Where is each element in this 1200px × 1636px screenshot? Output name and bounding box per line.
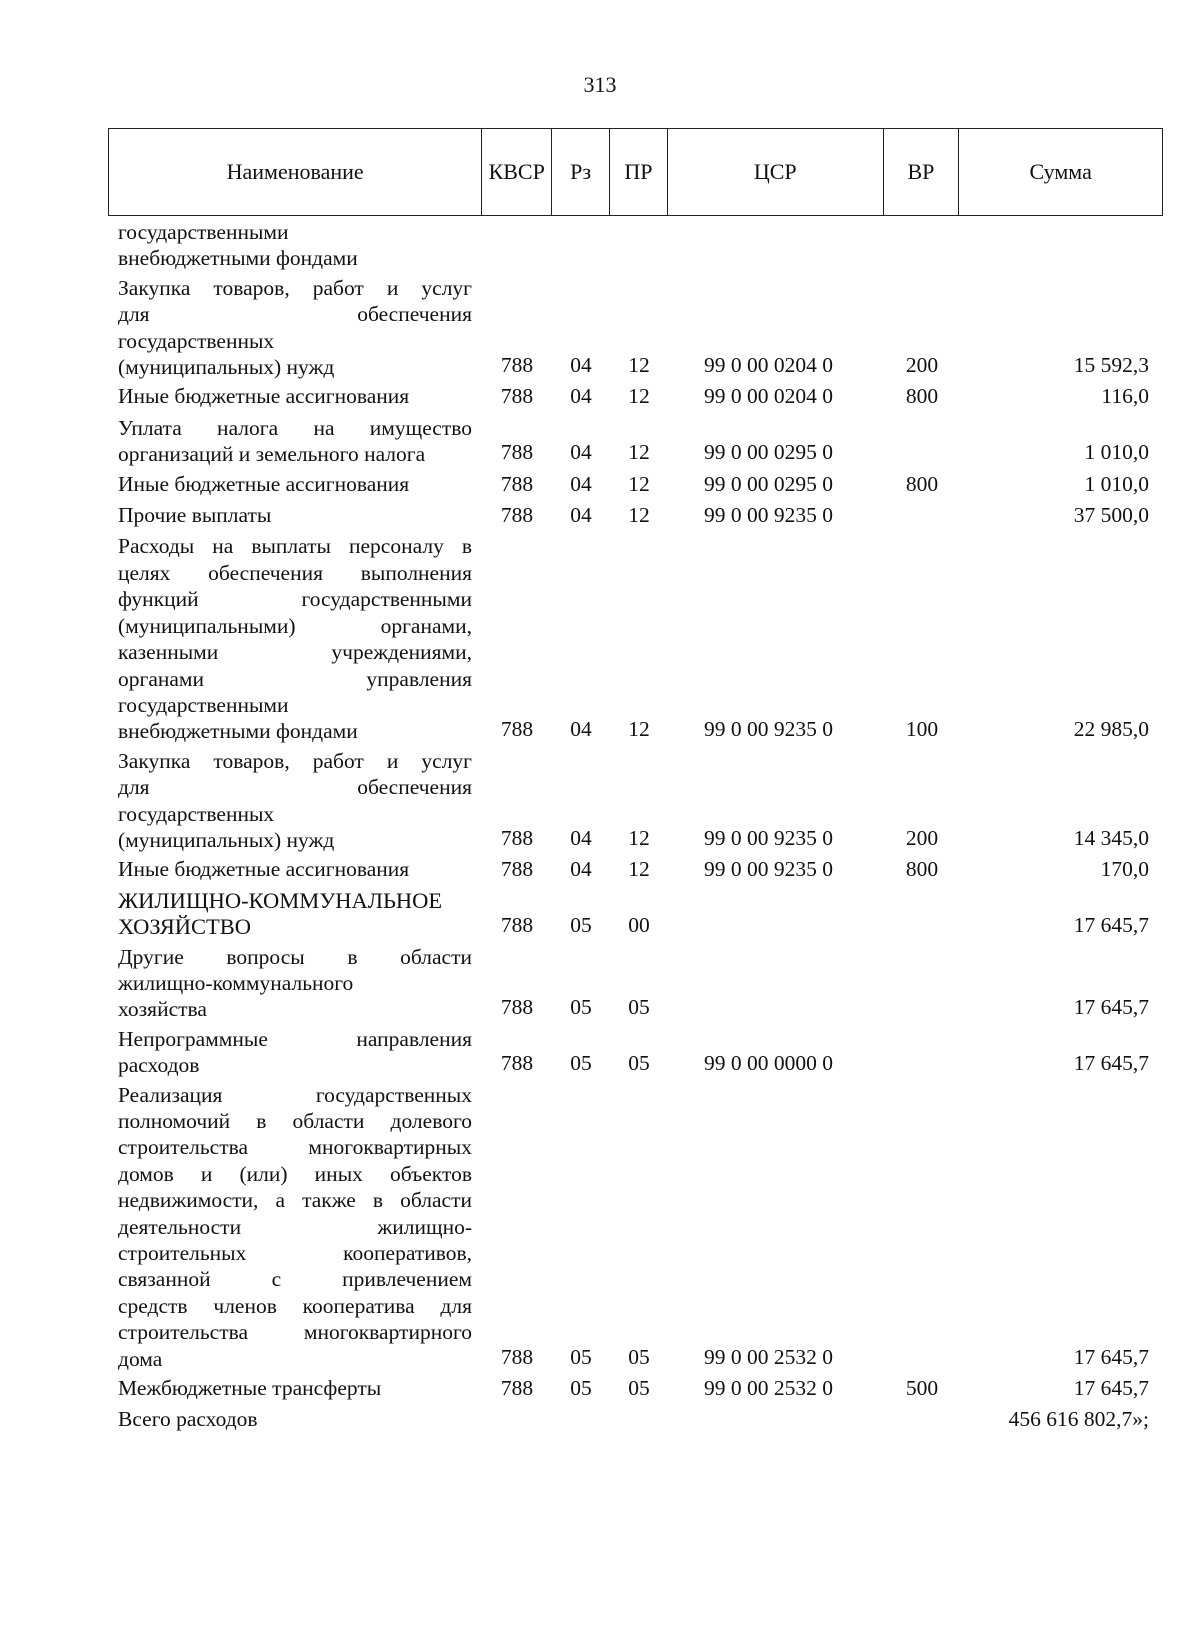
name-line: Уплата налога на имущество [118, 415, 472, 440]
cell-sum: 17 645,7 [1073, 913, 1149, 938]
cell-sum: 17 645,7 [1073, 995, 1149, 1020]
cell-vr: 800 [905, 471, 939, 496]
cell-csr: 99 0 00 9235 0 [704, 503, 833, 528]
cell-pr: 12 [628, 857, 650, 882]
table-header [108, 128, 1163, 216]
cell-sum [960, 219, 1163, 272]
table-row [108, 415, 1163, 468]
header-name: Наименование [109, 129, 482, 215]
cell-kvsr: 788 [500, 1051, 534, 1076]
table-row [108, 502, 1163, 530]
cell-kvsr: 788 [500, 353, 534, 378]
cell-csr: 99 0 00 0204 0 [704, 353, 833, 378]
cell-sum: 1 010,0 [1084, 440, 1149, 465]
cell-kvsr: 788 [500, 1376, 534, 1401]
table-row [108, 533, 1163, 744]
header-pr: ПР [610, 129, 668, 215]
cell-pr: 00 [628, 913, 650, 938]
name-line: Другие вопросы в области [118, 944, 472, 969]
cell-kvsr: 788 [500, 440, 534, 465]
table-row [108, 1375, 1163, 1403]
name-line: Всего расходов [118, 1407, 258, 1432]
cell-vr: 200 [905, 353, 939, 378]
cell-csr: 99 0 00 0295 0 [704, 471, 833, 496]
cell-kvsr: 788 [500, 1344, 534, 1369]
cell-rz: 04 [570, 353, 592, 378]
name-line: дома [118, 1346, 163, 1371]
cell-vr [884, 1026, 960, 1079]
cell-sum: 1 010,0 [1084, 471, 1149, 496]
name-line: внебюджетными фондами [118, 719, 358, 744]
cell-kvsr: 788 [500, 825, 534, 850]
cell-csr: 99 0 00 9235 0 [704, 717, 833, 742]
header-sum: Сумма [1029, 159, 1092, 184]
table-row [108, 1082, 1163, 1372]
name-line: Закупка товаров, работ и услуг [118, 748, 472, 773]
cell-pr: 05 [628, 1376, 650, 1401]
name-line: (муниципальных) нужд [118, 355, 335, 380]
name-line: Реализация государственных [118, 1082, 472, 1107]
cell-csr [668, 888, 884, 941]
name-line: Прочие выплаты [118, 503, 272, 528]
table-row [108, 219, 1163, 272]
cell-rz: 04 [570, 503, 592, 528]
cell-pr: 05 [628, 1051, 650, 1076]
cell-kvsr: 788 [500, 384, 534, 409]
name-line: строительства многоквартирных [118, 1135, 472, 1160]
header-csr: ЦСР [668, 129, 884, 215]
table-row [108, 944, 1163, 1023]
name-line: жилищно-коммунального [118, 970, 354, 995]
name-line: недвижимости, а также в области [118, 1188, 472, 1213]
cell-rz: 05 [570, 913, 592, 938]
cell-sum: 17 645,7 [1073, 1051, 1149, 1076]
cell-vr: 800 [905, 384, 939, 409]
cell-csr: 99 0 00 0000 0 [704, 1051, 833, 1076]
cell-name [108, 1082, 482, 1372]
name-line: казенными учреждениями, [118, 640, 472, 665]
header-kvsr: КВСР [482, 129, 552, 215]
cell-vr [884, 219, 960, 272]
name-line: Иные бюджетные ассигнования [118, 384, 410, 409]
page-number: 313 [583, 72, 617, 97]
name-line: государственными [118, 220, 289, 244]
cell-rz: 04 [570, 857, 592, 882]
cell-sum: 17 645,7 [1073, 1344, 1149, 1369]
cell-rz: 04 [570, 384, 592, 409]
cell-csr: 99 0 00 0295 0 [704, 440, 833, 465]
cell-pr: 12 [628, 384, 650, 409]
name-line: строительства многоквартирного [118, 1320, 472, 1345]
cell-sum: 22 985,0 [1073, 717, 1149, 742]
cell-vr: 100 [905, 717, 939, 742]
table-row [108, 275, 1163, 381]
cell-vr [884, 888, 960, 941]
cell-name [108, 748, 482, 854]
cell-kvsr: 788 [500, 717, 534, 742]
name-line: Непрограммные направления [118, 1026, 472, 1051]
cell-csr [668, 1406, 884, 1434]
name-line: функций государственными [118, 587, 472, 612]
budget-table [108, 128, 1163, 1435]
cell-kvsr: 788 [500, 995, 534, 1020]
cell-pr: 05 [628, 1344, 650, 1369]
name-line: Иные бюджетные ассигнования [118, 471, 410, 496]
name-line: внебюджетными фондами [118, 246, 358, 271]
header-rz: Рз [552, 129, 610, 215]
cell-sum: 170,0 [1100, 857, 1149, 882]
cell-vr [884, 415, 960, 468]
cell-sum: 15 592,3 [1073, 353, 1149, 378]
table-row [108, 1026, 1163, 1079]
cell-rz: 04 [570, 471, 592, 496]
cell-rz: 05 [570, 995, 592, 1020]
cell-vr: 200 [905, 825, 939, 850]
cell-name [108, 533, 482, 744]
name-line: органами управления [118, 666, 472, 691]
name-line: ЖИЛИЩНО-КОММУНАЛЬНОЕ [118, 887, 443, 913]
cell-name [108, 1375, 482, 1403]
name-line: организаций и земельного налога [118, 442, 426, 467]
name-line: государственных [118, 801, 275, 826]
cell-sum: 37 500,0 [1073, 503, 1149, 528]
cell-rz: 04 [570, 717, 592, 742]
cell-rz: 04 [570, 440, 592, 465]
cell-name [108, 502, 482, 530]
table-row [108, 888, 1163, 941]
cell-csr: 99 0 00 9235 0 [704, 825, 833, 850]
table-row [108, 856, 1163, 884]
cell-kvsr: 788 [500, 913, 534, 938]
cell-kvsr: 788 [500, 471, 534, 496]
cell-pr: 12 [628, 440, 650, 465]
cell-rz: 05 [570, 1051, 592, 1076]
cell-vr [884, 944, 960, 1023]
name-line: средств членов кооператива для [118, 1293, 472, 1318]
name-line: для обеспечения [118, 302, 472, 327]
cell-csr: 99 0 00 9235 0 [704, 857, 833, 882]
cell-pr [610, 1406, 668, 1434]
cell-csr: 99 0 00 2532 0 [704, 1344, 833, 1369]
cell-name [108, 383, 482, 411]
name-line: полномочий в области долевого [118, 1109, 472, 1133]
name-line: (муниципальных) нужд [118, 827, 335, 852]
name-line: государственных [118, 328, 275, 353]
name-line: связанной с привлечением [118, 1267, 472, 1292]
cell-sum: 456 616 802,7»; [1008, 1407, 1149, 1432]
cell-pr: 12 [628, 471, 650, 496]
cell-sum: 116,0 [1101, 384, 1149, 409]
cell-vr [884, 1082, 960, 1372]
cell-vr [884, 502, 960, 530]
header-vr: ВР [884, 129, 960, 215]
cell-csr [668, 219, 884, 272]
cell-vr: 500 [905, 1376, 939, 1401]
cell-rz: 05 [570, 1344, 592, 1369]
name-line: расходов [118, 1053, 200, 1078]
cell-pr: 12 [628, 825, 650, 850]
name-line: Расходы на выплаты персоналу в [118, 534, 472, 559]
cell-rz: 04 [570, 825, 592, 850]
name-line: ХОЗЯЙСТВО [118, 914, 252, 940]
cell-vr [884, 1406, 960, 1434]
cell-pr: 12 [628, 353, 650, 378]
cell-name [108, 275, 482, 381]
cell-name [108, 1026, 482, 1079]
name-line: Закупка товаров, работ и услуг [118, 275, 472, 300]
cell-kvsr [482, 219, 552, 272]
cell-sum: 17 645,7 [1073, 1376, 1149, 1401]
cell-csr [668, 944, 884, 1023]
cell-kvsr: 788 [500, 503, 534, 528]
name-line: государственными [118, 692, 289, 717]
cell-name [108, 888, 482, 941]
cell-pr: 12 [628, 717, 650, 742]
name-line: для обеспечения [118, 775, 472, 800]
table-body [108, 219, 1163, 1435]
name-line: деятельности жилищно- [118, 1214, 472, 1239]
cell-csr: 99 0 00 0204 0 [704, 384, 833, 409]
cell-name [108, 944, 482, 1023]
cell-sum: 14 345,0 [1073, 825, 1149, 850]
name-line: (муниципальными) органами, [118, 613, 472, 638]
cell-name [108, 856, 482, 884]
name-line: строительных кооперативов, [118, 1241, 472, 1266]
name-line: целях обеспечения выполнения [118, 560, 472, 585]
cell-name [108, 415, 482, 468]
cell-kvsr [482, 1406, 552, 1434]
table-row [108, 471, 1163, 499]
name-line: домов и (или) иных объектов [118, 1161, 472, 1186]
cell-pr: 05 [628, 995, 650, 1020]
cell-name [108, 471, 482, 499]
cell-name [108, 1406, 482, 1434]
name-line: хозяйства [118, 997, 207, 1022]
cell-csr: 99 0 00 2532 0 [704, 1376, 833, 1401]
cell-rz: 05 [570, 1376, 592, 1401]
name-line: Межбюджетные трансферты [118, 1376, 382, 1401]
cell-rz [552, 1406, 610, 1434]
table-row [108, 383, 1163, 411]
table-row [108, 1406, 1163, 1434]
name-line: Иные бюджетные ассигнования [118, 857, 410, 882]
table-row [108, 748, 1163, 854]
cell-pr: 12 [628, 503, 650, 528]
cell-kvsr: 788 [500, 857, 534, 882]
cell-name [108, 219, 482, 272]
cell-rz [552, 219, 610, 272]
cell-pr [610, 219, 668, 272]
cell-vr: 800 [905, 857, 939, 882]
